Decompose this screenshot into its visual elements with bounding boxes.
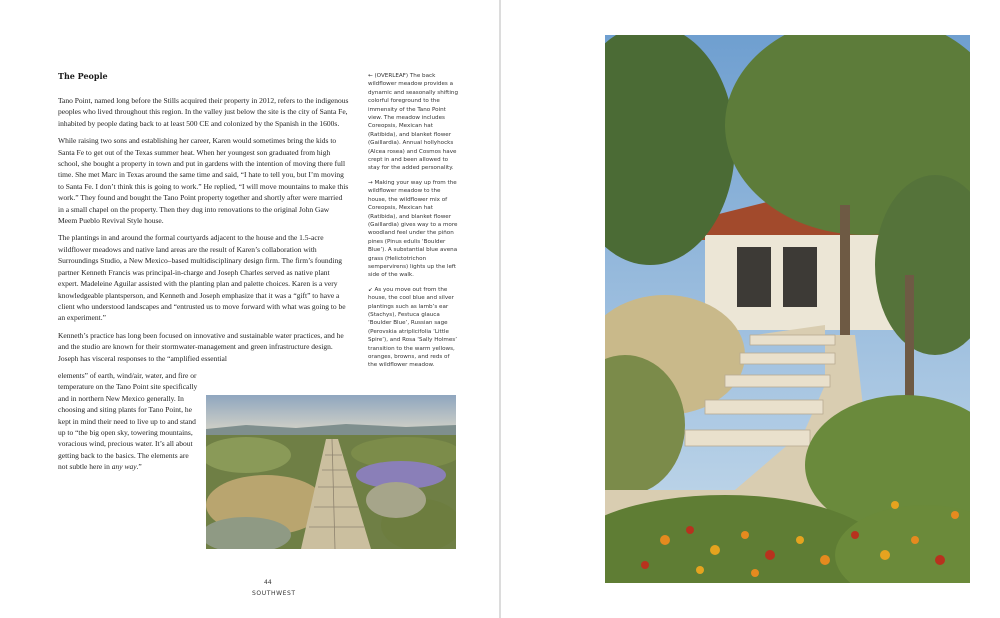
- garden-path-photo: [206, 395, 456, 549]
- page-number: 44: [264, 579, 272, 586]
- house-walkway-photo: [605, 35, 970, 583]
- body-paragraph-1: Tano Point, named long before the Stills acquired their property in 2012, refers to the indigenous peoples who lived throughout this region. In the valley just below the site is the city of Santa Fe, inhabited by people dating back to at least 500 CE and colonized by the Spanish in the 1600s.: [58, 96, 349, 128]
- section-heading: The People: [58, 71, 108, 81]
- caption-column: [368, 72, 460, 376]
- wrap-text: elements” of earth, wind/air, water, and fire or temperature on the Tano Point site specifically and in northern New Mexico generally. In choosing and siting plants for Tano Point, he kept in mind their need to live up to and stand up to “the big open sky, towering mountains, voracious wind, precious water. It’s all about getting back to the basics. The elements are not subtle here in: [58, 370, 198, 472]
- body-paragraph-3: The plantings in and around the formal courtyards adjacent to the house and the 1.5-acre wildflower meadows and native land areas are the result of Karen’s collaboration with Surroundings Studio, a New Mexico–based multidisciplinary design firm. The firm’s founding partner Kenneth Francis was principal-in-charge and Joseph Charles served as native plant expert. Madeleine Aguilar assisted with the planting plan and palette choices. Karen is a very knowledgeable plantsperson, and Kenneth and Joseph emphasize that it was a “gift” to have a client who understood landscapes and “entrusted us to move forward with what was going to be an experiment.”: [58, 233, 346, 323]
- wrap-emphasis: any way: [111, 462, 137, 472]
- caption-walkway: → Making your way up from the wildflower meadow to the house, the wildflower mix of Coreopsis, Mexican hat (Ratibida), and blanket flower (Gaillardia) gives way to a more woodland feel under the piñon pines (Pinus edulis ‘Boulder Blue’). A substantial blue avena grass (Helictotrichon sempervirens) lights up the left side of the walk.: [368, 179, 458, 279]
- caption-path: ↙ As you move out from the house, the cool blue and silver plantings such as lamb’s ear (Stachys), Festuca glauca ‘Boulder Blue’, Russian sage (Perovskia atriplicifolia ‘Little Spire’), and Rosa ‘Sally Holmes’ transition to the warm yellows, oranges, browns, and reds of the wildflower meadow.: [368, 286, 457, 369]
- caption-overleaf: ← (OVERLEAF) The back wildflower meadow provides a dynamic and seasonally shifting colorful foreground to the immensity of the Tano Point view. The meadow includes Coreopsis, Mexican hat (Ratibida), and blanket flower (Gaillardia). Annual hollyhocks (Alcea rosea) and Cosmos have crept in and been allowed to stay for the added personality.: [368, 73, 459, 172]
- house-walkway-illustration: [605, 35, 970, 583]
- body-paragraph-4: Kenneth’s practice has long been focused on innovative and sustainable water practices, and he and the studio are known for their stormwater-management and green infrastructure design. Joseph has visceral responses to the “amplified essential: [58, 330, 344, 363]
- body-paragraph-wrap: [58, 370, 200, 473]
- garden-path-illustration: [206, 395, 456, 549]
- wrap-end: .”: [136, 462, 142, 472]
- section-label: SOUTHWEST: [252, 590, 296, 597]
- body-paragraph-2: While raising two sons and establishing her career, Karen would sometimes bring the kids to Santa Fe to get out of the Texas summer heat. When her youngest son graduated from high school, she bought a property in town and put in gardens with the intention of moving there full time. She met Marc in Texas around the same time and said, “I hate to tell you, but I’m moving to Santa Fe. I don’t think this is going to work.” He replied, “I will move mountains to make this work.” They found and bought the Tano Point property together and shortly after were married in a small chapel on the property. Then they dug into renovations to the original John Gaw Meem Pueblo Revival Style house.: [58, 136, 349, 226]
- left-page: [0, 0, 499, 618]
